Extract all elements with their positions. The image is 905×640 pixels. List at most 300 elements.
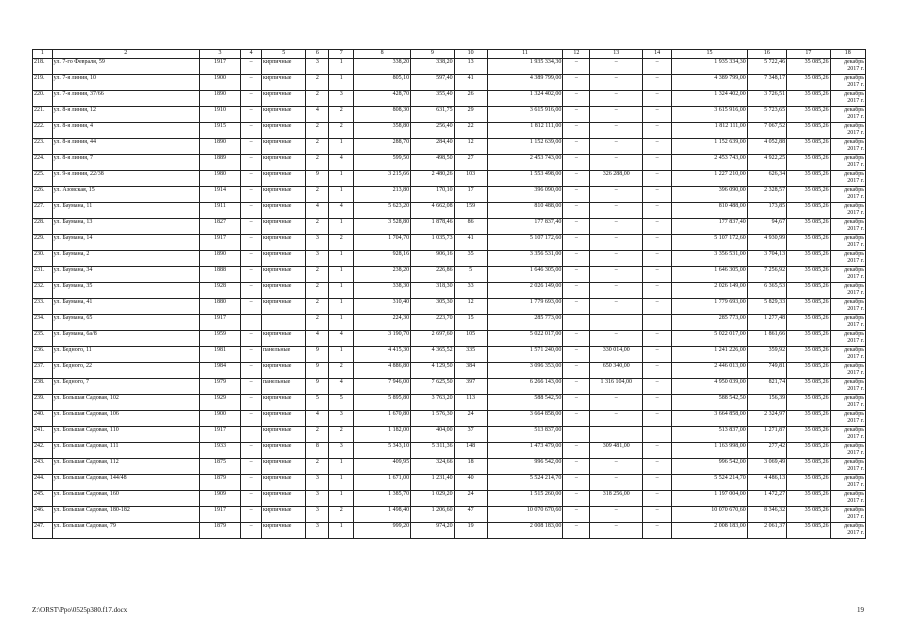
table-cell-col-2: ул. Большая Садовая, 112 bbox=[52, 459, 199, 475]
table-cell-col-10: 24 bbox=[454, 491, 487, 507]
document-path: Z:\ORST\Ppo\0525p380.f17.docx bbox=[32, 606, 128, 614]
table-cell-col-13: – bbox=[590, 411, 643, 427]
table-cell-col-5: кирпичные bbox=[261, 123, 306, 139]
table-row bbox=[33, 363, 866, 379]
column-header-11: 11 bbox=[487, 50, 563, 59]
table-cell-col-16: 4 486,13 bbox=[747, 475, 786, 491]
table-cell-col-2: ул. Баумана, 11 bbox=[52, 203, 199, 219]
table-cell-col-16: 3 704,13 bbox=[747, 251, 786, 267]
table-cell-col-13 bbox=[590, 315, 643, 331]
table-cell-col-5 bbox=[261, 315, 306, 331]
table-cell-col-11: 1 152 639,00 bbox=[487, 139, 563, 155]
table-cell-col-2: ул. 7-я линия, 37/66 bbox=[52, 91, 199, 107]
table-cell-col-18: декабрь 2017 г. bbox=[830, 187, 865, 203]
table-cell-col-15: 1 227 210,00 bbox=[672, 171, 748, 187]
table-cell-col-15: 10 070 670,60 bbox=[672, 507, 748, 523]
table-cell-col-3: 1917 bbox=[199, 427, 240, 443]
table-cell-col-7: 4 bbox=[329, 155, 354, 171]
table-cell-col-6: 2 bbox=[306, 427, 329, 443]
table-cell-col-3: 1888 bbox=[199, 267, 240, 283]
table-cell-col-4: – bbox=[241, 363, 262, 379]
table-cell-col-16: 2 324,97 bbox=[747, 411, 786, 427]
table-cell-col-1: 235. bbox=[33, 331, 53, 347]
table-row bbox=[33, 427, 866, 443]
table-cell-col-8: 928,16 bbox=[354, 251, 411, 267]
table-cell-col-9: 318,30 bbox=[411, 283, 455, 299]
table-cell-col-6: 8 bbox=[306, 443, 329, 459]
table-cell-col-17: 35 085,26 bbox=[787, 187, 831, 203]
table-cell-col-13: – bbox=[590, 59, 643, 75]
table-cell-col-13: – bbox=[590, 395, 643, 411]
table-cell-col-18: декабрь 2017 г. bbox=[830, 203, 865, 219]
table-cell-col-3: 1959 bbox=[199, 331, 240, 347]
table-cell-col-11: 10 070 670,60 bbox=[487, 507, 563, 523]
column-header-18: 18 bbox=[830, 50, 865, 59]
table-cell-col-15: 810 488,00 bbox=[672, 203, 748, 219]
table-cell-col-15: 1 935 334,30 bbox=[672, 59, 748, 75]
table-cell-col-10: 335 bbox=[454, 347, 487, 363]
table-cell-col-13: – bbox=[590, 251, 643, 267]
table-cell-col-5: кирпичные bbox=[261, 59, 306, 75]
table-cell-col-17: 35 085,26 bbox=[787, 155, 831, 171]
table-cell-col-4: – bbox=[241, 411, 262, 427]
table-cell-col-15: 1 197 004,00 bbox=[672, 491, 748, 507]
table-cell-col-18: декабрь 2017 г. bbox=[830, 379, 865, 395]
table-cell-col-10: 5 bbox=[454, 267, 487, 283]
table-cell-col-15: 396 090,00 bbox=[672, 187, 748, 203]
table-body bbox=[33, 59, 866, 539]
table-cell-col-18: декабрь 2017 г. bbox=[830, 331, 865, 347]
table-cell-col-14: – bbox=[643, 75, 672, 91]
table-row bbox=[33, 59, 866, 75]
table-cell-col-12: – bbox=[563, 123, 590, 139]
table-cell-col-11: 285 773,00 bbox=[487, 315, 563, 331]
table-cell-col-6: 2 bbox=[306, 315, 329, 331]
table-cell-col-14 bbox=[643, 427, 672, 443]
table-cell-col-14: – bbox=[643, 283, 672, 299]
table-cell-col-14: – bbox=[643, 523, 672, 539]
table-cell-col-7: 1 bbox=[329, 347, 354, 363]
table-cell-col-1: 241. bbox=[33, 427, 53, 443]
table-cell-col-18: декабрь 2017 г. bbox=[830, 91, 865, 107]
table-cell-col-11: 1 324 402,00 bbox=[487, 91, 563, 107]
table-cell-col-6: 3 bbox=[306, 491, 329, 507]
table-cell-col-13 bbox=[590, 427, 643, 443]
table-cell-col-2: ул. Баумана, 2 bbox=[52, 251, 199, 267]
table-cell-col-10: 397 bbox=[454, 379, 487, 395]
page-number: 19 bbox=[857, 606, 864, 614]
table-cell-col-8: 5 623,20 bbox=[354, 203, 411, 219]
table-cell-col-6: 2 bbox=[306, 123, 329, 139]
table-cell-col-8: 338,20 bbox=[354, 59, 411, 75]
table-cell-col-15: 588 542,50 bbox=[672, 395, 748, 411]
table-cell-col-9: 4 365,52 bbox=[411, 347, 455, 363]
table-cell-col-5: кирпичные bbox=[261, 171, 306, 187]
table-cell-col-14: – bbox=[643, 459, 672, 475]
table-cell-col-16: 1 277,48 bbox=[747, 315, 786, 331]
table-cell-col-13: – bbox=[590, 475, 643, 491]
table-cell-col-10: 27 bbox=[454, 155, 487, 171]
table-cell-col-2: ул. Баумана, 41 bbox=[52, 299, 199, 315]
column-header-5: 5 bbox=[261, 50, 306, 59]
table-cell-col-7: 1 bbox=[329, 523, 354, 539]
table-cell-col-2: ул. Большая Садовая, 180-182 bbox=[52, 507, 199, 523]
table-row bbox=[33, 475, 866, 491]
table-cell-col-10: 12 bbox=[454, 139, 487, 155]
table-cell-col-12 bbox=[563, 315, 590, 331]
column-header-7: 7 bbox=[329, 50, 354, 59]
table-cell-col-18: декабрь 2017 г. bbox=[830, 219, 865, 235]
table-cell-col-13: 330 014,00 bbox=[590, 347, 643, 363]
table-cell-col-3: 1929 bbox=[199, 395, 240, 411]
table-cell-col-16: 359,92 bbox=[747, 347, 786, 363]
table-cell-col-17: 35 085,26 bbox=[787, 203, 831, 219]
table-cell-col-14: – bbox=[643, 507, 672, 523]
table-cell-col-4: – bbox=[241, 203, 262, 219]
table-cell-col-13: – bbox=[590, 203, 643, 219]
table-cell-col-9: 1 035,73 bbox=[411, 235, 455, 251]
table-cell-col-2: ул. Бедного, 11 bbox=[52, 347, 199, 363]
table-cell-col-13: – bbox=[590, 507, 643, 523]
table-cell-col-14: – bbox=[643, 203, 672, 219]
table-cell-col-7: 1 bbox=[329, 315, 354, 331]
table-cell-col-14: – bbox=[643, 139, 672, 155]
table-cell-col-3: 1917 bbox=[199, 59, 240, 75]
column-header-10: 10 bbox=[454, 50, 487, 59]
table-cell-col-4 bbox=[241, 315, 262, 331]
table-cell-col-7: 4 bbox=[329, 331, 354, 347]
table-cell-col-15: 4 950 039,00 bbox=[672, 379, 748, 395]
table-cell-col-17: 35 085,26 bbox=[787, 299, 831, 315]
table-cell-col-10: 15 bbox=[454, 315, 487, 331]
table-cell-col-3: 1900 bbox=[199, 411, 240, 427]
column-header-16: 16 bbox=[747, 50, 786, 59]
table-cell-col-16: 94,67 bbox=[747, 219, 786, 235]
table-cell-col-16: 2 328,57 bbox=[747, 187, 786, 203]
table-cell-col-6: 3 bbox=[306, 523, 329, 539]
table-cell-col-17: 35 085,26 bbox=[787, 315, 831, 331]
table-cell-col-1: 226. bbox=[33, 187, 53, 203]
table-cell-col-18: декабрь 2017 г. bbox=[830, 491, 865, 507]
table-cell-col-11: 1 515 260,00 bbox=[487, 491, 563, 507]
table-row bbox=[33, 411, 866, 427]
table-cell-col-14: – bbox=[643, 395, 672, 411]
table-cell-col-8: 599,50 bbox=[354, 155, 411, 171]
table-cell-col-3: 1879 bbox=[199, 475, 240, 491]
table-cell-col-16: 1 861,66 bbox=[747, 331, 786, 347]
table-cell-col-4: – bbox=[241, 155, 262, 171]
table-cell-col-12: – bbox=[563, 219, 590, 235]
table-cell-col-9: 7 625,50 bbox=[411, 379, 455, 395]
table-cell-col-7: 3 bbox=[329, 411, 354, 427]
table-cell-col-9: 2 697,60 bbox=[411, 331, 455, 347]
table-cell-col-17: 35 085,26 bbox=[787, 59, 831, 75]
table-cell-col-18: декабрь 2017 г. bbox=[830, 443, 865, 459]
table-cell-col-12: – bbox=[563, 251, 590, 267]
table-cell-col-2: ул. Азовская, 15 bbox=[52, 187, 199, 203]
table-cell-col-13: – bbox=[590, 187, 643, 203]
table-cell-col-6: 4 bbox=[306, 411, 329, 427]
table-cell-col-1: 228. bbox=[33, 219, 53, 235]
table-cell-col-9: 1 231,40 bbox=[411, 475, 455, 491]
table-cell-col-9: 256,40 bbox=[411, 123, 455, 139]
table-cell-col-16: 156,39 bbox=[747, 395, 786, 411]
table-row bbox=[33, 459, 866, 475]
table-cell-col-4: – bbox=[241, 283, 262, 299]
table-row bbox=[33, 91, 866, 107]
table-cell-col-12: – bbox=[563, 459, 590, 475]
table-cell-col-12: – bbox=[563, 411, 590, 427]
table-cell-col-2: ул. Большая Садовая, 144/48 bbox=[52, 475, 199, 491]
table-cell-col-14: – bbox=[643, 91, 672, 107]
table-cell-col-3: 1915 bbox=[199, 123, 240, 139]
column-header-9: 9 bbox=[411, 50, 455, 59]
table-cell-col-5: кирпичные bbox=[261, 267, 306, 283]
table-cell-col-17: 35 085,26 bbox=[787, 75, 831, 91]
table-cell-col-17: 35 085,26 bbox=[787, 219, 831, 235]
table-cell-col-2: ул. 8-я линия, 44 bbox=[52, 139, 199, 155]
table-cell-col-10: 35 bbox=[454, 251, 487, 267]
table-cell-col-5: кирпичные bbox=[261, 475, 306, 491]
table-cell-col-14: – bbox=[643, 491, 672, 507]
table-row bbox=[33, 155, 866, 171]
table-cell-col-15: 4 389 799,00 bbox=[672, 75, 748, 91]
table-cell-col-1: 220. bbox=[33, 91, 53, 107]
table-cell-col-11: 177 837,40 bbox=[487, 219, 563, 235]
table-cell-col-7: 1 bbox=[329, 459, 354, 475]
table-cell-col-14: – bbox=[643, 379, 672, 395]
table-cell-col-8: 238,20 bbox=[354, 267, 411, 283]
table-cell-col-14: – bbox=[643, 331, 672, 347]
table-cell-col-16: 4 922,25 bbox=[747, 155, 786, 171]
table-cell-col-11: 1 571 240,00 bbox=[487, 347, 563, 363]
table-cell-col-7: 2 bbox=[329, 427, 354, 443]
column-header-4: 4 bbox=[241, 50, 262, 59]
housing-registry-table bbox=[32, 49, 866, 539]
table-cell-col-1: 242. bbox=[33, 443, 53, 459]
table-cell-col-8: 1 704,70 bbox=[354, 235, 411, 251]
table-cell-col-11: 2 026 149,00 bbox=[487, 283, 563, 299]
table-cell-col-8: 1 671,00 bbox=[354, 475, 411, 491]
table-cell-col-1: 229. bbox=[33, 235, 53, 251]
table-cell-col-15: 5 022 017,00 bbox=[672, 331, 748, 347]
table-row bbox=[33, 107, 866, 123]
table-cell-col-16: 7 256,92 bbox=[747, 267, 786, 283]
table-cell-col-8: 3 215,66 bbox=[354, 171, 411, 187]
table-cell-col-6: 2 bbox=[306, 187, 329, 203]
table-cell-col-8: 805,10 bbox=[354, 75, 411, 91]
table-cell-col-16: 8 346,32 bbox=[747, 507, 786, 523]
table-cell-col-7: 4 bbox=[329, 379, 354, 395]
table-cell-col-15: 3 356 531,00 bbox=[672, 251, 748, 267]
table-cell-col-17: 35 085,26 bbox=[787, 411, 831, 427]
table-cell-col-14: – bbox=[643, 411, 672, 427]
table-cell-col-4: – bbox=[241, 235, 262, 251]
table-cell-col-7: 2 bbox=[329, 107, 354, 123]
table-cell-col-9: 1 576,30 bbox=[411, 411, 455, 427]
table-cell-col-11: 3 356 531,00 bbox=[487, 251, 563, 267]
table-cell-col-10: 12 bbox=[454, 299, 487, 315]
table-cell-col-8: 338,30 bbox=[354, 283, 411, 299]
table-cell-col-14: – bbox=[643, 155, 672, 171]
table-cell-col-13: – bbox=[590, 523, 643, 539]
table-cell-col-8: 1 670,80 bbox=[354, 411, 411, 427]
table-cell-col-15: 285 773,00 bbox=[672, 315, 748, 331]
table-cell-col-14: – bbox=[643, 363, 672, 379]
table-cell-col-16: 5 723,65 bbox=[747, 107, 786, 123]
table-cell-col-12 bbox=[563, 427, 590, 443]
table-row bbox=[33, 347, 866, 363]
table-cell-col-14: – bbox=[643, 267, 672, 283]
table-cell-col-13: – bbox=[590, 267, 643, 283]
table-cell-col-13: 309 481,00 bbox=[590, 443, 643, 459]
table-cell-col-10: 13 bbox=[454, 59, 487, 75]
table-cell-col-10: 26 bbox=[454, 91, 487, 107]
table-cell-col-10: 19 bbox=[454, 523, 487, 539]
table-cell-col-17: 35 085,26 bbox=[787, 267, 831, 283]
table-cell-col-7: 1 bbox=[329, 491, 354, 507]
table-cell-col-13: 1 316 104,00 bbox=[590, 379, 643, 395]
table-cell-col-2: ул. Большая Садовая, 106 bbox=[52, 411, 199, 427]
table-cell-col-2: ул. Бедного, 7 bbox=[52, 379, 199, 395]
table-cell-col-5: кирпичные bbox=[261, 251, 306, 267]
table-cell-col-18: декабрь 2017 г. bbox=[830, 475, 865, 491]
table-cell-col-6: 4 bbox=[306, 203, 329, 219]
table-cell-col-11: 1 779 693,00 bbox=[487, 299, 563, 315]
table-cell-col-11: 588 542,50 bbox=[487, 395, 563, 411]
column-header-8: 8 bbox=[354, 50, 411, 59]
table-cell-col-13: – bbox=[590, 283, 643, 299]
table-cell-col-17: 35 085,26 bbox=[787, 139, 831, 155]
table-cell-col-9: 5 311,36 bbox=[411, 443, 455, 459]
table-cell-col-18: декабрь 2017 г. bbox=[830, 59, 865, 75]
table-cell-col-2: ул. 7-я линия, 10 bbox=[52, 75, 199, 91]
table-cell-col-12: – bbox=[563, 187, 590, 203]
table-cell-col-5: кирпичные bbox=[261, 459, 306, 475]
table-cell-col-1: 221. bbox=[33, 107, 53, 123]
table-cell-col-8: 5 895,80 bbox=[354, 395, 411, 411]
table-cell-col-4: – bbox=[241, 507, 262, 523]
table-cell-col-3: 1827 bbox=[199, 219, 240, 235]
table-row bbox=[33, 251, 866, 267]
table-cell-col-5: панельные bbox=[261, 379, 306, 395]
table-row bbox=[33, 123, 866, 139]
table-cell-col-4: – bbox=[241, 187, 262, 203]
table-cell-col-5: кирпичные bbox=[261, 91, 306, 107]
table-cell-col-3: 1933 bbox=[199, 443, 240, 459]
table-row bbox=[33, 379, 866, 395]
table-cell-col-2: ул. 8-я линия, 12 bbox=[52, 107, 199, 123]
table-cell-col-18: декабрь 2017 г. bbox=[830, 235, 865, 251]
table-cell-col-16: 7 348,17 bbox=[747, 75, 786, 91]
table-cell-col-15: 3 615 916,00 bbox=[672, 107, 748, 123]
table-cell-col-7: 2 bbox=[329, 363, 354, 379]
table-cell-col-4: – bbox=[241, 379, 262, 395]
table-cell-col-7: 3 bbox=[329, 91, 354, 107]
table-cell-col-18: декабрь 2017 г. bbox=[830, 411, 865, 427]
table-cell-col-1: 227. bbox=[33, 203, 53, 219]
table-cell-col-8: 213,80 bbox=[354, 187, 411, 203]
table-cell-col-3: 1979 bbox=[199, 379, 240, 395]
table-cell-col-15: 2 026 149,00 bbox=[672, 283, 748, 299]
table-cell-col-14: – bbox=[643, 59, 672, 75]
table-cell-col-18: декабрь 2017 г. bbox=[830, 507, 865, 523]
table-cell-col-8: 3 190,70 bbox=[354, 331, 411, 347]
table-cell-col-14: – bbox=[643, 443, 672, 459]
table-cell-col-15: 2 008 183,00 bbox=[672, 523, 748, 539]
table-cell-col-17: 35 085,26 bbox=[787, 507, 831, 523]
table-cell-col-16: 749,81 bbox=[747, 363, 786, 379]
table-row bbox=[33, 299, 866, 315]
table-cell-col-17: 35 085,26 bbox=[787, 107, 831, 123]
table-cell-col-2: ул. Большая Садовая, 102 bbox=[52, 395, 199, 411]
table-cell-col-12: – bbox=[563, 283, 590, 299]
table-cell-col-5: кирпичные bbox=[261, 283, 306, 299]
table-cell-col-9: 223,70 bbox=[411, 315, 455, 331]
table-cell-col-15: 1 152 639,00 bbox=[672, 139, 748, 155]
table-cell-col-12: – bbox=[563, 155, 590, 171]
table-cell-col-6: 2 bbox=[306, 139, 329, 155]
table-cell-col-9: 597,40 bbox=[411, 75, 455, 91]
table-cell-col-1: 246. bbox=[33, 507, 53, 523]
table-cell-col-11: 513 837,00 bbox=[487, 427, 563, 443]
table-cell-col-1: 238. bbox=[33, 379, 53, 395]
table-cell-col-10: 24 bbox=[454, 411, 487, 427]
table-cell-col-6: 9 bbox=[306, 347, 329, 363]
table-cell-col-1: 234. bbox=[33, 315, 53, 331]
table-cell-col-5: кирпичные bbox=[261, 155, 306, 171]
table-cell-col-7: 2 bbox=[329, 123, 354, 139]
table-cell-col-7: 1 bbox=[329, 59, 354, 75]
table-cell-col-12: – bbox=[563, 395, 590, 411]
table-cell-col-14: – bbox=[643, 235, 672, 251]
table-cell-col-8: 224,30 bbox=[354, 315, 411, 331]
table-cell-col-1: 245. bbox=[33, 491, 53, 507]
column-header-2: 2 bbox=[52, 50, 199, 59]
table-cell-col-10: 18 bbox=[454, 459, 487, 475]
table-cell-col-7: 4 bbox=[329, 203, 354, 219]
table-cell-col-12: – bbox=[563, 107, 590, 123]
table-cell-col-7: 1 bbox=[329, 299, 354, 315]
table-cell-col-6: 9 bbox=[306, 379, 329, 395]
table-cell-col-4: – bbox=[241, 347, 262, 363]
table-cell-col-12: – bbox=[563, 507, 590, 523]
table-cell-col-2: ул. Баумана, 34 bbox=[52, 267, 199, 283]
column-header-17: 17 bbox=[787, 50, 831, 59]
table-cell-col-18: декабрь 2017 г. bbox=[830, 315, 865, 331]
table-cell-col-8: 4 415,30 bbox=[354, 347, 411, 363]
table-cell-col-6: 3 bbox=[306, 251, 329, 267]
table-cell-col-11: 1 473 479,00 bbox=[487, 443, 563, 459]
table-cell-col-2: ул. Большая Садовая, 79 bbox=[52, 523, 199, 539]
table-cell-col-8: 310,40 bbox=[354, 299, 411, 315]
table-cell-col-13: – bbox=[590, 331, 643, 347]
table-cell-col-5: кирпичные bbox=[261, 427, 306, 443]
table-cell-col-3: 1875 bbox=[199, 459, 240, 475]
table-cell-col-5: кирпичные bbox=[261, 107, 306, 123]
table-cell-col-7: 1 bbox=[329, 75, 354, 91]
table-cell-col-12: – bbox=[563, 523, 590, 539]
table-cell-col-12: – bbox=[563, 475, 590, 491]
table-cell-col-1: 244. bbox=[33, 475, 53, 491]
table-cell-col-7: 1 bbox=[329, 187, 354, 203]
table-cell-col-1: 247. bbox=[33, 523, 53, 539]
table-cell-col-3: 1890 bbox=[199, 251, 240, 267]
table-cell-col-13: 318 256,00 bbox=[590, 491, 643, 507]
table-cell-col-18: декабрь 2017 г. bbox=[830, 363, 865, 379]
table-cell-col-10: 86 bbox=[454, 219, 487, 235]
table-cell-col-4: – bbox=[241, 219, 262, 235]
